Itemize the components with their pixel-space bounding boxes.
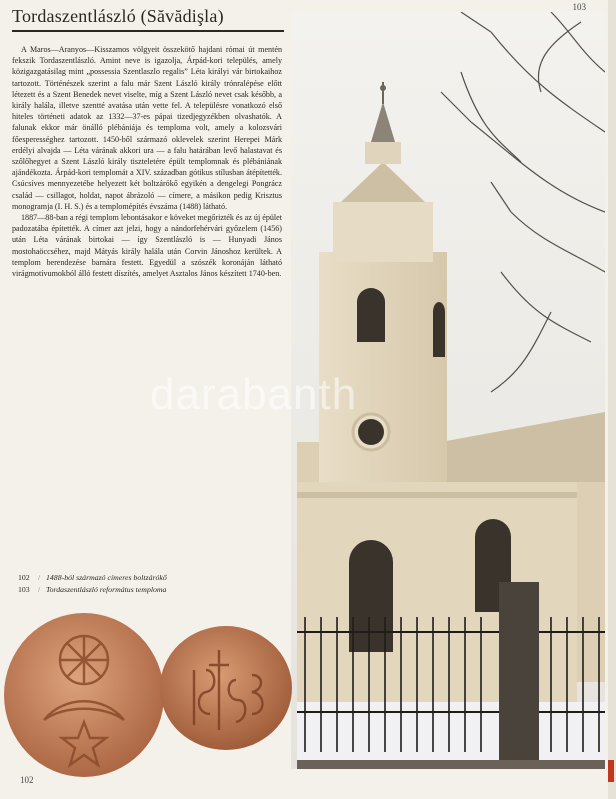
body-paragraph-2: 1887—88-ban a régi templom lebontásakor e köveket megőrizték és az új épület padozatába építették. A címer azt jelzi, hogy a nándorfehérvári győzelem (1456) után Léta várának birtokai — így Szentlászló is — Hunyadi János mostohaöccséhez, majd Mátyás király halála után Corvin Jánoshoz kerültek. A templom berendezése barnára festett. Egyedül a szószék koronáján látható virágmotívumokból álló festett díszítés, amelyet Asztalos János készített 1740-ben. xyxy=(12,213,282,279)
caption-102: 102 / 1488-ból származó címeres boltzárókő xyxy=(18,573,167,582)
red-page-marker xyxy=(608,760,614,782)
caption-103: 103 / Tordaszentlászló református temploma xyxy=(18,585,167,594)
page-edge xyxy=(608,0,616,799)
title-underline xyxy=(12,30,284,32)
keystone-photo xyxy=(4,610,296,780)
body-text-column xyxy=(12,44,282,279)
page-number-top: 103 xyxy=(572,2,586,12)
page-number-bottom: 102 xyxy=(20,775,34,785)
church-photo xyxy=(291,12,605,769)
page-title: Tordaszentlászló (Săvădişla) xyxy=(12,6,224,26)
watermark-text: darabanth xyxy=(150,370,358,419)
body-paragraph-1: A Maros—Aranyos—Kisszamos völgyeit összekötő hajdani római út mentén fekszik Tordaszentlászló. Amint neve is igazolja, Árpád-kori település, amely közigazgatásilag mint „possessia Szentlaszlo regalis” Léta királyi vár birtokaihoz tartozott. Történészek szerint a falu már Szent László király trónralépése előtt létezett és a Szent Benedek nevet viselte, míg a Szent László nevet csak később, a király halála, illetve szentté avatása után vette fel. A településre vonatkozó első hiteles történeti adatok az 1332—37-es pápai tizedjegyzékben olvashatók. A falunak ekkor már önálló plébániája és temploma volt, amely a kolozsvári főesperességhez tartozott. 1450-ből származó oklevelek szerint Herepei Márk erdélyi alvajda — Léta várának akkori ura — a falu határában levő halastavat és szőlőhegyet a Szent László király tiszteletére épült templomnak és plébániának ajándékozta. Árpád-kori templomát a XIV. században gótikus stílusban átépítették. Csúcsíves mennyezetébe helyezett két boltzárókő egyikén a dengelegi Pongrácz család — csillagot, holdat, napot ábrázoló — címere, a másikon pedig Krisztus monogramja (I. H. S.) és a templomépítés évszáma (1488) látható. xyxy=(12,45,282,211)
figure-captions xyxy=(18,572,288,596)
